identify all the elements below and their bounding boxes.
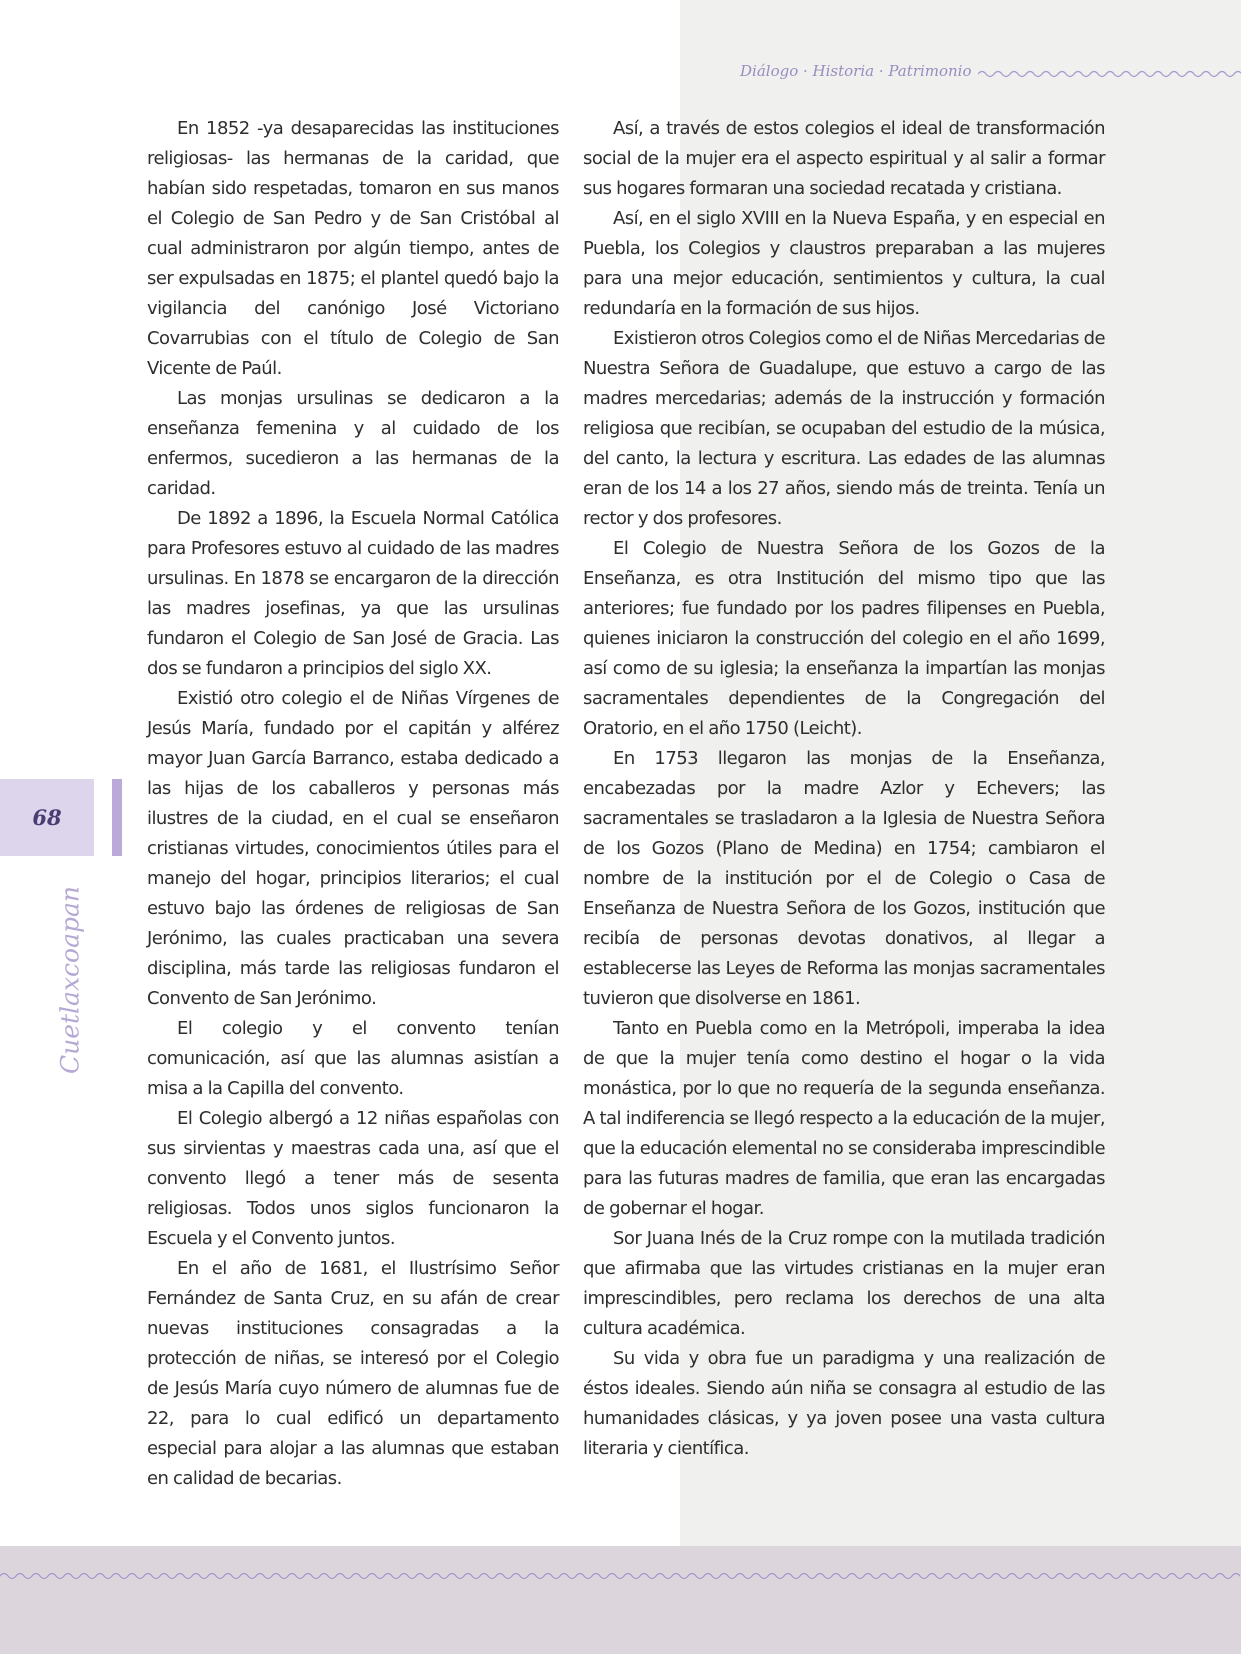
right-column	[583, 114, 1105, 1464]
paragraph: Su vida y obra fue un paradigma y una realización de éstos ideales. Siendo aún niña se consagra al estudio de las humanidades clásicas, y ya joven posee una vasta cultura literaria y científica.	[583, 1348, 1105, 1459]
paragraph: Existieron otros Colegios como el de Niñas Mercedarias de Nuestra Señora de Guadalupe, que estuvo a cargo de las madres mercedarias; además de la instrucción y formación religiosa que recibían, se ocupaban del estudio de la música, del canto, la lectura y escritura. Las edades de las alumnas eran de los 14 a los 27 años, siendo más de treinta. Tenía un rector y dos profesores.	[583, 328, 1105, 529]
paragraph: El colegio y el convento tenían comunicación, así que las alumnas asistían a misa a la Capilla del convento.	[147, 1018, 559, 1099]
paragraph: Así, a través de estos colegios el ideal de transformación social de la mujer era el aspecto espiritual y al salir a formar sus hogares formaran una sociedad recatada y cristiana.	[583, 118, 1105, 199]
page-number-tab	[0, 779, 94, 856]
header-sections: Diálogo · Historia · Patrimonio	[740, 62, 972, 80]
wave-ornament-icon	[0, 1570, 1241, 1582]
paragraph: Tanto en Puebla como en la Metrópoli, imperaba la idea de que la mujer tenía como destino el hogar o la vida monástica, por lo que no requería de la segunda enseñanza. A tal indiferencia se llegó respecto a la educación de la mujer, que la educación elemental no se consideraba imprescindible para las futuras madres de familia, que eran las encargadas de gobernar el hogar.	[583, 1018, 1105, 1219]
paragraph: En 1753 llegaron las monjas de la Enseñanza, encabezadas por la madre Azlor y Echevers; las sacramentales se trasladaron a la Iglesia de Nuestra Señora de los Gozos (Plano de Medina) en 1754; cambiaron el nombre de la institución por el de Colegio o Casa de Enseñanza de Nuestra Señora de los Gozos, institución que recibía de personas devotas donativos, al llegar a establecerse las Leyes de Reforma las monjas sacramentales tuvieron que disolverse en 1861.	[583, 748, 1105, 1009]
journal-title: Cuetlaxcoapan	[55, 885, 85, 1075]
left-column	[147, 114, 559, 1494]
paragraph: En 1852 -ya desaparecidas las instituciones religiosas- las hermanas de la caridad, que habían sido respetadas, tomaron en sus manos el Colegio de San Pedro y de San Cristóbal al cual administraron por algún tiempo, antes de ser expulsadas en 1875; el plantel quedó bajo la vigilancia del canónigo José Victoriano Covarrubias con el título de Colegio de San Vicente de Paúl.	[147, 118, 559, 379]
page-tab-accent-bar	[112, 779, 122, 856]
wave-ornament-icon	[978, 68, 1241, 80]
paragraph: Existió otro colegio el de Niñas Vírgenes de Jesús María, fundado por el capitán y alférez mayor Juan García Barranco, estaba dedicado a las hijas de los caballeros y personas más ilustres de la ciudad, en el cual se enseñaron cristianas virtudes, conocimientos útiles para el manejo del hogar, principios literarios; el cual estuvo bajo las órdenes de religiosas de San Jerónimo, las cuales practicaban una severa disciplina, más tarde las religiosas fundaron el Convento de San Jerónimo.	[147, 688, 559, 1009]
paragraph: El Colegio de Nuestra Señora de los Gozos de la Enseñanza, es otra Institución del mismo tipo que las anteriores; fue fundado por los padres filipenses en Puebla, quienes iniciaron la construcción del colegio en el año 1699, así como de su iglesia; la enseñanza la impartían las monjas sacramentales dependientes de la Congregación del Oratorio, en el año 1750 (Leicht).	[583, 538, 1105, 739]
paragraph: Sor Juana Inés de la Cruz rompe con la mutilada tradición que afirmaba que las virtudes cristianas en la mujer eran imprescindibles, pero reclama los derechos de una alta cultura académica.	[583, 1228, 1105, 1339]
paragraph: En el año de 1681, el Ilustrísimo Señor Fernández de Santa Cruz, en su afán de crear nuevas instituciones consagradas a la protección de niñas, se interesó por el Colegio de Jesús María cuyo número de alumnas fue de 22, para lo cual edificó un departamento especial para alojar a las alumnas que estaban en calidad de becarias.	[147, 1258, 559, 1489]
paragraph: El Colegio albergó a 12 niñas españolas con sus sirvientas y maestras cada una, así que el convento llegó a tener más de sesenta religiosas. Todos unos siglos funcionaron la Escuela y el Convento juntos.	[147, 1108, 559, 1249]
footer-band	[0, 1546, 1241, 1654]
paragraph: Así, en el siglo XVIII en la Nueva España, y en especial en Puebla, los Colegios y claustros preparaban a las mujeres para una mejor educación, sentimientos y cultura, la cual redundaría en la formación de sus hijos.	[583, 208, 1105, 319]
paragraph: De 1892 a 1896, la Escuela Normal Católica para Profesores estuvo al cuidado de las madres ursulinas. En 1878 se encargaron de la dirección las madres josefinas, ya que las ursulinas fundaron el Colegio de San José de Gracia. Las dos se fundaron a principios del siglo XX.	[147, 508, 559, 679]
page-number: 68	[32, 805, 62, 830]
page-header	[700, 62, 1241, 88]
paragraph: Las monjas ursulinas se dedicaron a la enseñanza femenina y al cuidado de los enfermos, sucedieron a las hermanas de la caridad.	[147, 388, 559, 499]
